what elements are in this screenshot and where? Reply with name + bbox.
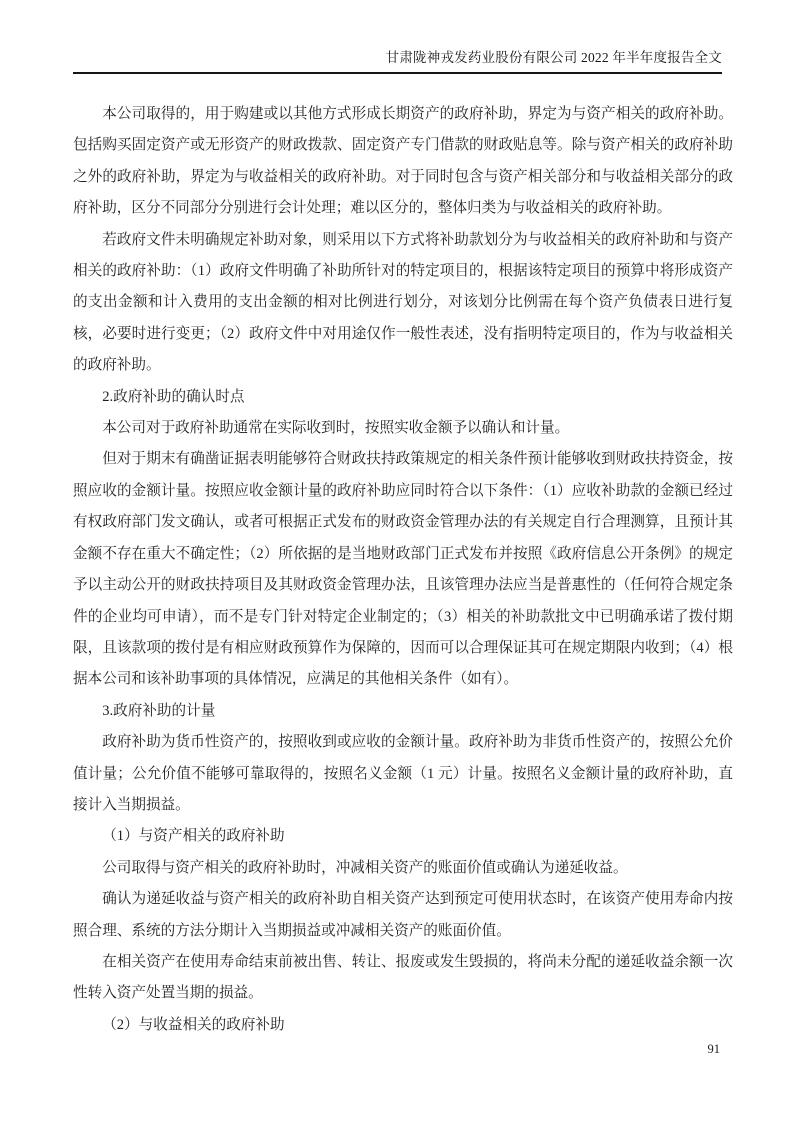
- body-paragraph: 本公司对于政府补助通常在实际收到时，按照实收金额予以确认和计量。: [102, 420, 570, 437]
- body-paragraph: 公司取得与资产相关的政府补助时，冲减相关资产的账面价值或确认为递延收益。: [102, 859, 628, 876]
- report-header-title: 甘肃陇神戎发药业股份有限公司 2022 年半年度报告全文: [385, 50, 722, 65]
- section-heading: 2.政府补助的确认时点: [102, 388, 245, 405]
- section-heading: （1）与资产相关的政府补助: [102, 828, 285, 845]
- body-paragraph: 本公司取得的，用于购建或以其他方式形成长期资产的政府补助，界定为与资产相关的政府补助。包括购买固定资产或无形资产的财政拨款、固定资产专门借款的财政贴息等。除与资产相关的政府补助之外的政府补助，界定为与收益相关的政府补助。对于同时包含与资产相关部分和与收益相关部分的政府补助，区分不同部分分别进行会计处理；难以区分的，整体归类为与收益相关的政府补助。: [73, 106, 733, 217]
- body-paragraph: 政府补助为货币性资产的，按照收到或应收的金额计量。政府补助为非货币性资产的，按照公允价值计量；公允价值不能够可靠取得的，按照名义金额（1 元）计量。按照名义金额计量的政府补助，直接计入当期损益。: [73, 734, 733, 813]
- body-paragraph: 若政府文件未明确规定补助对象，则采用以下方式将补助款划分为与收益相关的政府补助和与资产相关的政府补助：（1）政府文件明确了补助所针对的特定项目的，根据该特定项目的预算中将形成资产的支出金额和计入费用的支出金额的相对比例进行划分，对该划分比例需在每个资产负债表日进行复核，必要时进行变更；（2）政府文件中对用途仅作一般性表述，没有指明特定项目的，作为与收益相关的政府补助。: [73, 231, 733, 374]
- report-header: [73, 48, 722, 74]
- section-heading: （2）与收益相关的政府补助: [102, 1016, 285, 1033]
- body-paragraph: 但对于期末有确凿证据表明能够符合财政扶持政策规定的相关条件预计能够收到财政扶持资金，按照应收的金额计量。按照应收金额计量的政府补助应同时符合以下条件：（1）应收补助款的金额已经过有权政府部门发文确认，或者可根据正式发布的财政资金管理办法的有关规定自行合理测算，且预计其金额不存在重大不确定性；（2）所依据的是当地财政部门正式发布并按照《政府信息公开条例》的规定予以主动公开的财政扶持项目及其财政资金管理办法，且该管理办法应当是普惠性的（任何符合规定条件的企业均可申请），而不是专门针对特定企业制定的；（3）相关的补助款批文中已明确承诺了拨付期限，且该款项的拨付是有相应财政预算作为保障的，因而可以合理保证其可在规定期限内收到；（4）根据本公司和该补助事项的具体情况，应满足的其他相关条件（如有）。: [73, 451, 733, 688]
- body-paragraph: 确认为递延收益与资产相关的政府补助自相关资产达到预定可使用状态时，在该资产使用寿命内按照合理、系统的方法分期计入当期损益或冲减相关资产的账面价值。: [73, 891, 733, 939]
- document-body: [73, 99, 733, 1041]
- body-paragraph: 在相关资产在使用寿命结束前被出售、转让、报废或发生毁损的，将尚未分配的递延收益余额一次性转入资产处置当期的损益。: [73, 953, 733, 1002]
- page-number: 91: [707, 1042, 720, 1056]
- section-heading: 3.政府补助的计量: [102, 702, 216, 719]
